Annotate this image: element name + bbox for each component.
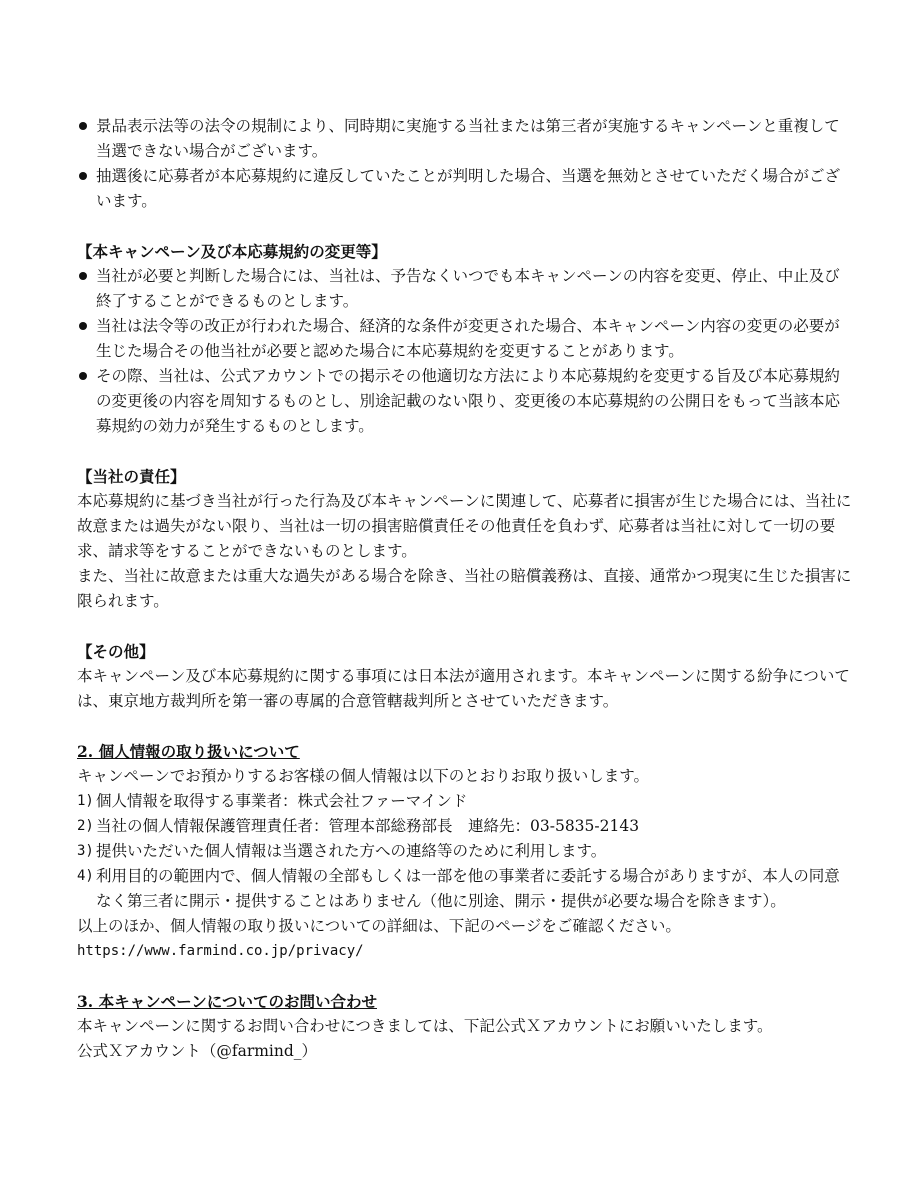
contact-section-title: 3. 本キャンペーンについてのお問い合わせ [77,992,377,1011]
changes-heading: 【本キャンペーン及び本応募規約の変更等】 [77,242,387,261]
list-item: 抽選後に応募者が本応募規約に違反していたことが判明した場合、当選を無効とさせていただく場合がございます。 [77,164,852,214]
bullet-icon [79,322,87,330]
list-item: 3) 提供いただいた個人情報は当選された方への連絡等のために利用します。 [77,842,607,860]
bullet-icon [79,122,87,130]
bullet-icon [79,272,87,280]
list-item: 1) 個人情報を取得する事業者：株式会社ファーマインド [77,792,468,810]
list-item: 景品表示法等の法令の規制により、同時期に実施する当社または第三者が実施するキャンペーンと重複して当選できない場合がございます。 [77,114,852,164]
privacy-section-title: 2. 個人情報の取り扱いについて [77,742,300,761]
privacy-list [77,789,852,914]
contact-text: 本キャンペーンに関するお問い合わせにつきましては、下記公式Ｘアカウントにお願いいたします。 [77,1017,773,1035]
other-paragraph: 本キャンペーン及び本応募規約に関する事項には日本法が適用されます。本キャンペーンに関する紛争については、東京地方裁判所を第一審の専属的合意管轄裁判所とさせていただきます。 [77,667,850,710]
privacy-intro: キャンペーンでお預かりするお客様の個人情報は以下のとおりお取り扱いします。 [77,767,649,785]
contact-account[interactable]: 公式Ｘアカウント（@farmind_） [77,1042,318,1060]
list-item: その際、当社は、公式アカウントでの掲示その他適切な方法により本応募規約を変更する旨及び本応募規約の変更後の内容を周知するものとし、別途記載のない限り、変更後の本応募規約の公開日をもって当該本応募規約の効力が発生するものとします。 [77,364,852,439]
privacy-url-link[interactable]: https://www.farmind.co.jp/privacy/ [77,943,364,959]
top-bullet-list [77,114,852,214]
other-heading: 【その他】 [77,642,155,661]
changes-bullet-list [77,264,852,439]
list-item: 当社は法令等の改正が行われた場合、経済的な条件が変更された場合、本キャンペーン内容の変更の必要が生じた場合その他当社が必要と認めた場合に本応募規約を変更することがあります。 [77,314,852,364]
liability-paragraph: また、当社に故意または重大な過失がある場合を除き、当社の賠償義務は、直接、通常かつ現実に生じた損害に限られます。 [77,567,852,610]
bullet-icon [79,172,87,180]
list-item: 当社が必要と判断した場合には、当社は、予告なくいつでも本キャンペーンの内容を変更、停止、中止及び終了することができるものとします。 [77,264,852,314]
list-item: 4) 利用目的の範囲内で、個人情報の全部もしくは一部を他の事業者に委託する場合がありますが、本人の同意なく第三者に開示・提供することはありません（他に別途、開示・提供が必要な場合を除きます）。 [77,867,840,910]
list-item: 2) 当社の個人情報保護管理責任者：管理本部総務部長 連絡先：03-5835-2143 [77,817,640,835]
liability-paragraph: 本応募規約に基づき当社が行った行為及び本キャンペーンに関連して、応募者に損害が生じた場合には、当社に故意または過失がない限り、当社は一切の損害賠償責任その他責任を負わず、応募者は当社に対して一切の要求、請求等をすることができないものとします。 [77,492,852,560]
liability-heading: 【当社の責任】 [77,467,186,486]
privacy-outro: 以上のほか、個人情報の取り扱いについての詳細は、下記のページをご確認ください。 [77,917,681,935]
bullet-icon [79,372,87,380]
